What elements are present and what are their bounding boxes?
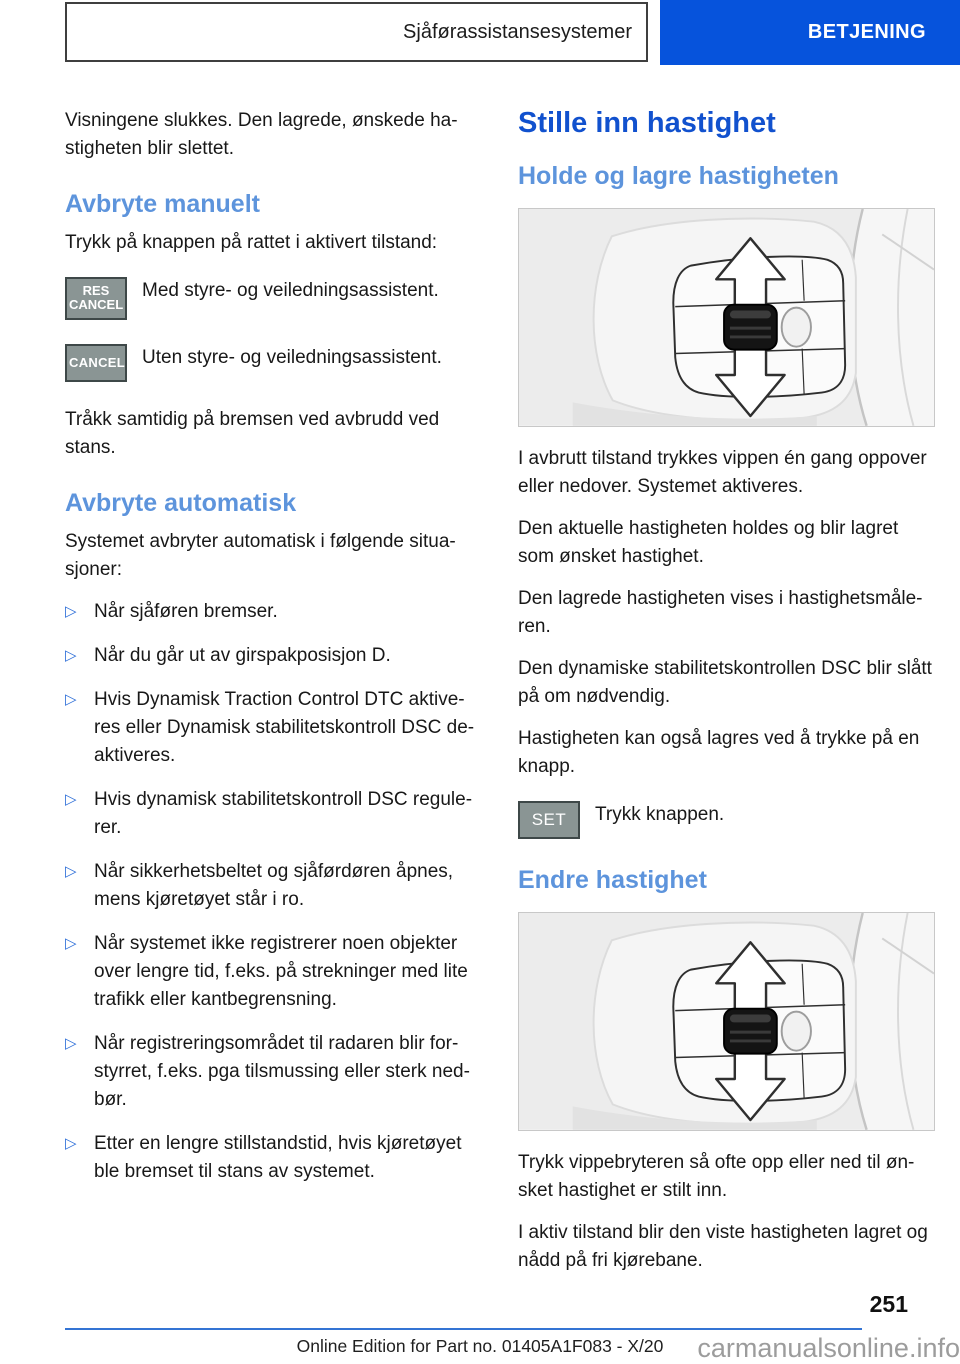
- intro-paragraph: Visningene slukkes. Den lagrede, ønskede ha-stigheten blir slettet.: [65, 110, 458, 159]
- set-speed-heading: Stille inn hastighet: [518, 107, 776, 139]
- bullet-triangle-icon: ▷: [65, 1135, 77, 1152]
- change-speed-heading: Endre hastighet: [518, 865, 707, 894]
- right-column: [518, 107, 935, 1289]
- header-section-box: [65, 2, 648, 62]
- list-item: [65, 686, 485, 770]
- header-section-title: Sjåførassistansesystemer: [403, 20, 632, 43]
- keycap-line: CANCEL: [69, 355, 125, 370]
- list-item: [65, 1030, 485, 1114]
- page-number: 251: [869, 1291, 908, 1317]
- list-item-text: Etter en lengre stillstandstid, hvis kjøretøyet ble bremset til stans av systemet.: [94, 1133, 462, 1182]
- watermark-text: carmanualsonline.info: [697, 1333, 960, 1363]
- list-item-text: Når sjåføren bremser.: [94, 601, 278, 622]
- hold-store-heading: Holde og lagre hastigheten: [518, 162, 839, 190]
- hold-paragraph: Den dynamiske stabilitetskontrollen DSC blir slått på om nødvendig.: [518, 657, 932, 707]
- header-chapter-box: [660, 0, 960, 65]
- bullet-triangle-icon: ▷: [65, 1035, 77, 1052]
- content-columns: [65, 107, 935, 1289]
- header-chapter-label: BETJENING: [807, 21, 926, 43]
- bullet-triangle-icon: ▷: [65, 691, 77, 708]
- manual-cancel-heading: Avbryte manuelt: [65, 190, 260, 218]
- bullet-triangle-icon: ▷: [65, 791, 77, 808]
- steering-wheel-figure-1: [518, 208, 935, 427]
- list-item: [65, 858, 485, 914]
- list-item-text: Når systemet ikke registrerer noen objekter over lengre tid, f.eks. på strekninger med lite trafikk eller kantbegrensning.: [94, 933, 468, 1010]
- keycap-line: RES: [82, 283, 110, 298]
- hold-paragraph: I avbrutt tilstand trykkes vippen én gang oppover eller nedover. Systemet aktiveres.: [518, 447, 927, 497]
- hold-paragraph: Den lagrede hastigheten vises i hastighetsmåle-ren.: [518, 587, 923, 637]
- set-text: Trykk knappen.: [595, 803, 725, 825]
- manual-note-paragraph: Tråkk samtidig på bremsen ved avbrudd ved stans.: [65, 409, 440, 458]
- list-item: [65, 930, 485, 1014]
- left-column: [65, 107, 485, 1289]
- list-item: [65, 786, 485, 842]
- set-row: [518, 801, 935, 839]
- keycap-line: CANCEL: [69, 297, 124, 312]
- keycap-line: SET: [531, 809, 567, 829]
- cancel-key-icon: [65, 344, 127, 382]
- bullet-triangle-icon: ▷: [65, 935, 77, 952]
- list-item: [65, 642, 485, 670]
- auto-cancel-heading: Avbryte automatisk: [65, 489, 297, 517]
- footer-rule: [65, 1328, 862, 1330]
- cancel-text: Uten styre- og veiledningsassistent.: [142, 347, 442, 368]
- res-cancel-row: [65, 277, 485, 320]
- list-item: [65, 598, 485, 626]
- list-item-text: Når registreringsområdet til radaren blir for-styrret, f.eks. pga tilsmussing eller sterk ned-bør.: [94, 1033, 470, 1110]
- list-item-text: Hvis Dynamisk Traction Control DTC aktive-res eller Dynamisk stabilitetskontroll DSC de-aktiveres.: [94, 689, 475, 766]
- bullet-triangle-icon: ▷: [65, 647, 77, 664]
- res-cancel-text: Med styre- og veiledningsassistent.: [142, 280, 439, 301]
- auto-cancel-list: [65, 598, 485, 1186]
- res-cancel-key-icon: [65, 277, 127, 320]
- steering-wheel-rocker-illustration: [519, 913, 934, 1130]
- bullet-triangle-icon: ▷: [65, 863, 77, 880]
- hold-paragraph: Hastigheten kan også lagres ved å trykke på en knapp.: [518, 727, 920, 777]
- change-paragraph: I aktiv tilstand blir den viste hastigheten lagret og nådd på fri kjørebane.: [518, 1221, 928, 1271]
- list-item-text: Hvis dynamisk stabilitetskontroll DSC regule-rer.: [94, 789, 473, 838]
- cancel-row: [65, 344, 485, 382]
- steering-wheel-rocker-illustration: [519, 209, 934, 426]
- set-key-icon: [518, 801, 580, 839]
- auto-intro-paragraph: Systemet avbryter automatisk i følgende situa-sjoner:: [65, 531, 456, 580]
- bullet-triangle-icon: ▷: [65, 603, 77, 620]
- change-paragraph: Trykk vippebryteren så ofte opp eller ned til øn-sket hastighet er stilt inn.: [518, 1151, 915, 1201]
- hold-paragraph: Den aktuelle hastigheten holdes og blir lagret som ønsket hastighet.: [518, 517, 899, 567]
- list-item-text: Når du går ut av girspakposisjon D.: [94, 645, 391, 666]
- list-item-text: Når sikkerhetsbeltet og sjåførdøren åpnes, mens kjøretøyet står i ro.: [94, 861, 454, 910]
- edition-note: Online Edition for Part no. 01405A1F083 - X/20: [296, 1336, 664, 1356]
- footer-line: [0, 1332, 960, 1362]
- list-item: [65, 1130, 485, 1186]
- steering-wheel-figure-2: [518, 912, 935, 1131]
- manual-intro-paragraph: Trykk på knappen på rattet i aktivert tilstand:: [65, 232, 438, 253]
